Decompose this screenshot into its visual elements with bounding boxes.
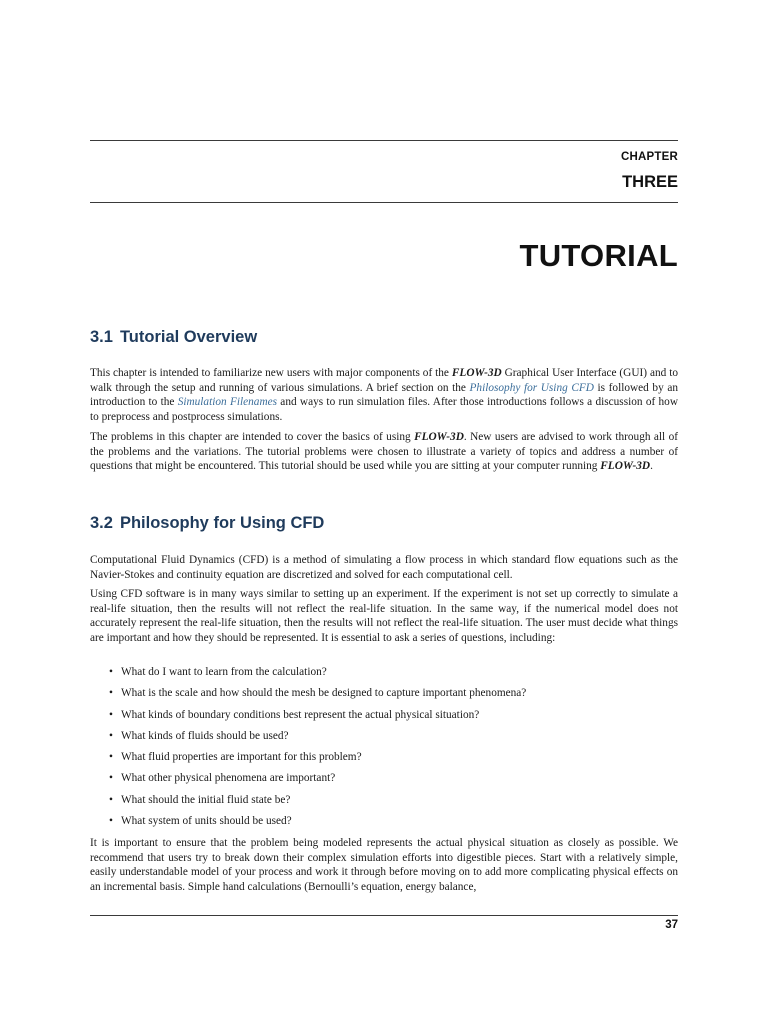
text-run: . (650, 460, 653, 473)
section-number: 3.2 (90, 514, 113, 532)
text-run: Graphical User Interface (GUI) and to walk through the setup and running of various simulations. A brief section on the (90, 367, 678, 394)
list-item: • What do I want to learn from the calculation? (109, 665, 669, 686)
list-item: • What system of units should be used? (109, 814, 669, 835)
product-name: FLOW-3D (600, 460, 651, 473)
list-item: • What other physical phenomena are important? (109, 771, 669, 792)
section-title: Tutorial Overview (119, 328, 258, 346)
section-title: Philosophy for Using CFD (119, 514, 325, 532)
chapter-number: THREE (622, 173, 678, 191)
link-philosophy-for-using-cfd[interactable]: Philosophy for Using CFD (469, 381, 594, 394)
text-run: is followed by an introduction to the (90, 381, 678, 409)
product-name: FLOW-3D (451, 367, 502, 379)
text-run: and ways to run simulation files. After those introductions follows a discussion of how to preprocess and postprocess simulations. (90, 396, 678, 423)
text-run: The problems in this chapter are intended to cover the basics of using (90, 431, 415, 443)
product-name: FLOW-3D (414, 431, 464, 443)
list-item: • What kinds of fluids should be used? (109, 729, 669, 750)
list-item: • What kinds of boundary conditions best represent the actual physical situation? (109, 708, 669, 729)
footer-rule (90, 915, 678, 916)
section-heading-tutorial-overview (90, 328, 257, 347)
section-heading-philosophy-for-using-cfd (90, 514, 324, 533)
paragraph-cfd-experiment: Using CFD software is in many ways similar to setting up an experiment. If the experiment is not set up correctly to simulate a real-life situation, then the results will not reflect the real-life situation. In the same way, if the numerical model does not accurately represent the real-life situation, then the results will not reflect the real-life situation. The user must decide what things are important and how they should be represented. It is essential to ask a series of questions, including: (90, 588, 678, 644)
text-run: This chapter is intended to familiarize new users with major components of the (90, 367, 452, 379)
page-number: 37 (665, 919, 678, 931)
section-number: 3.1 (90, 328, 113, 346)
document-page (90, 0, 678, 1024)
list-item: • What fluid properties are important for this problem? (109, 750, 669, 771)
list-item: • What is the scale and how should the mesh be designed to capture important phenomena? (109, 686, 669, 707)
chapter-label: CHAPTER (621, 151, 678, 163)
paragraph-problems (90, 430, 678, 474)
link-simulation-filenames[interactable]: Simulation Filenames (177, 396, 278, 409)
paragraph-intro (90, 366, 678, 424)
paragraph-cfd-definition: Computational Fluid Dynamics (CFD) is a method of simulating a flow process in which standard flow equations such as the Navier-Stokes and continuity equation are discretized and solved for each computational cell. (90, 554, 678, 581)
list-item: • What should the initial fluid state be? (109, 793, 669, 814)
paragraph-modeling-advice: It is important to ensure that the problem being modeled represents the actual physical situation as closely as possible. We recommend that users try to break down their complex simulation efforts into digestible pieces. Start with a relatively simple, easily understandable model of your process and work it through before moving on to add more complicating physical effects on an incremental basis. Simple hand calculations (Bernoulli’s equation, energy balance, (90, 837, 678, 893)
text-run: . New users are advised to work through all of the problems and the variations. The tutorial problems were chosen to illustrate a variety of topics and address a number of questions that might be encountered. This tutorial should be used while you are sitting at your computer running (90, 431, 678, 473)
chapter-rule (90, 202, 678, 203)
chapter-title: TUTORIAL (519, 238, 678, 273)
top-rule (90, 140, 678, 141)
questions-list (109, 665, 669, 835)
